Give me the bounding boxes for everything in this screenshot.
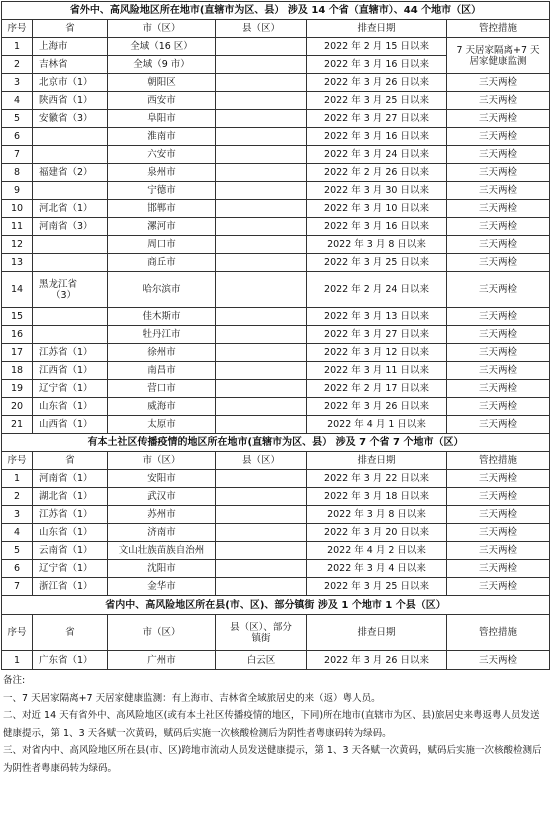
province-label: 广东省（1） [39,654,93,666]
row-number: 11 [2,218,33,236]
province-label: 吉林省 [39,59,68,70]
table-row [2,128,550,146]
county-cell [216,38,307,56]
header-measure [447,20,550,38]
county-cell [216,416,307,434]
date-cell: 2022 年 3 月 10 日以来 [307,200,447,218]
header-measure [447,615,550,651]
date-cell: 2022 年 3 月 8 日以来 [307,506,447,524]
date-cell: 2022 年 2 月 15 日以来 [307,38,447,56]
notes-heading: 备注: [3,675,26,686]
city-cell: 安阳市 [108,470,216,488]
measure-cell: 三天两检 [447,254,550,272]
table-row [2,182,550,200]
header-province [33,615,108,651]
city-cell: 邯郸市 [108,200,216,218]
section-title-row [2,434,550,452]
province-cell [33,344,108,362]
row-number: 19 [2,380,33,398]
city-cell: 全域（9 市） [108,56,216,74]
row-number: 3 [2,74,33,92]
date-cell: 2022 年 3 月 11 日以来 [307,362,447,380]
section-1-title: 省外中、高风险地区所在地市(直辖市为区、县） 涉及 14 个省（直辖市）、44 个地市（区） [2,2,550,20]
province-label: 云南省（1） [39,545,93,556]
isolation-measure-cell [447,38,550,74]
province-label: 江苏省（1） [39,509,93,520]
row-number: 4 [2,524,33,542]
city-cell: 徐州市 [108,344,216,362]
city-cell: 威海市 [108,398,216,416]
header-row [2,20,550,38]
measure-cell: 三天两检 [447,542,550,560]
header-label: 管控措施 [479,455,518,466]
city-cell: 宁德市 [108,182,216,200]
date-cell: 2022 年 3 月 27 日以来 [307,110,447,128]
row-number: 3 [2,506,33,524]
table-row [2,38,550,56]
table-row [2,218,550,236]
measure-cell: 三天两检 [447,110,550,128]
row-number: 5 [2,542,33,560]
row-number: 7 [2,578,33,596]
table-row [2,651,550,670]
province-label: 湖北省（1） [39,491,93,502]
county-cell [216,542,307,560]
measure-cell: 三天两检 [447,326,550,344]
city-cell: 文山壮族苗族自治州 [108,542,216,560]
header-label: 县（区）、部分 [230,621,292,633]
row-number: 6 [2,128,33,146]
table-row [2,92,550,110]
county-cell [216,74,307,92]
date-cell: 2022 年 3 月 16 日以来 [307,128,447,146]
table-row [2,380,550,398]
province-cell [33,398,108,416]
table-row [2,146,550,164]
county-cell [216,326,307,344]
date-cell: 2022 年 3 月 25 日以来 [307,92,447,110]
county-cell [216,146,307,164]
header-label: 序号 [7,455,27,466]
date-cell: 2022 年 3 月 30 日以来 [307,182,447,200]
province-label: 安徽省（3） [39,113,93,124]
province-label: 辽宁省（1） [39,383,93,394]
row-number: 6 [2,560,33,578]
header-label: 管控措施 [479,23,518,34]
measure-cell: 三天两检 [447,380,550,398]
measure-cell: 三天两检 [447,182,550,200]
province-cell [33,38,108,56]
measure-cell: 三天两检 [447,560,550,578]
city-cell: 商丘市 [108,254,216,272]
province-label: 河南省（1） [39,473,93,484]
county-cell [216,272,307,308]
city-cell: 苏州市 [108,506,216,524]
measure-cell: 三天两检 [447,164,550,182]
header-measure [447,452,550,470]
table-row [2,164,550,182]
city-cell: 牡丹江市 [108,326,216,344]
county-cell [216,560,307,578]
header-date [307,452,447,470]
header-province [33,452,108,470]
date-cell: 2022 年 4 月 2 日以来 [307,542,447,560]
measure-cell: 三天两检 [447,92,550,110]
date-cell: 2022 年 2 月 17 日以来 [307,380,447,398]
table-row [2,524,550,542]
county-cell [216,236,307,254]
province-cell [33,326,108,344]
row-number: 1 [2,470,33,488]
province-cell [33,110,108,128]
province-cell [33,308,108,326]
province-label: 辽宁省（1） [39,563,93,574]
county-cell [216,110,307,128]
province-cell [33,560,108,578]
county-cell [216,92,307,110]
note-item-3: 三、对省内中、高风险地区所在县(市、区)跨地市流动人员发送健康提示，第 1、3 天各赋一次黄码，赋码后实施一次核酸检测后为阴性者粤康码转为绿码。 [3,745,542,774]
header-county [216,20,307,38]
province-cell [33,506,108,524]
measure-line: 7 天居家隔离+7 天 [456,44,540,56]
province-cell [33,578,108,596]
date-cell: 2022 年 3 月 25 日以来 [307,578,447,596]
city-cell: 漯河市 [108,218,216,236]
header-county [216,452,307,470]
province-label: 福建省（2） [39,167,93,178]
date-cell: 2022 年 3 月 22 日以来 [307,470,447,488]
table-row [2,560,550,578]
county-cell [216,182,307,200]
document-page [1,1,549,777]
city-cell: 哈尔滨市 [108,272,216,308]
province-cell [33,362,108,380]
city-cell: 武汉市 [108,488,216,506]
province-cell [33,74,108,92]
province-label: 河南省（3） [39,221,93,232]
section-title-row [2,2,550,20]
county-cell [216,524,307,542]
table-row [2,74,550,92]
date-cell: 2022 年 3 月 26 日以来 [307,651,447,670]
county-cell [216,380,307,398]
header-date [307,615,447,651]
province-cell [33,236,108,254]
city-cell: 济南市 [108,524,216,542]
note-item-1: 一、7 天居家隔离+7 天居家健康监测：有上海市、吉林省全域旅居史的来（返）粤人员。 [3,692,381,704]
city-cell: 西安市 [108,92,216,110]
date-cell: 2022 年 4 月 1 日以来 [307,416,447,434]
county-cell [216,488,307,506]
row-number: 7 [2,146,33,164]
measure-cell: 三天两检 [447,272,550,308]
header-province [33,20,108,38]
measure-cell: 三天两检 [447,416,550,434]
header-label: 排查日期 [357,627,396,638]
city-cell: 广州市 [108,651,216,670]
province-cell [33,182,108,200]
table-row [2,488,550,506]
county-cell [216,254,307,272]
header-label: 市（区） [142,627,181,638]
measure-cell: 三天两检 [447,398,550,416]
county-cell: 白云区 [216,651,307,670]
header-city [108,20,216,38]
measure-cell: 三天两检 [447,200,550,218]
header-row [2,615,550,651]
city-cell: 南昌市 [108,362,216,380]
county-cell [216,506,307,524]
measure-line: 居家健康监测 [469,55,527,67]
row-number: 12 [2,236,33,254]
row-number: 15 [2,308,33,326]
date-cell: 2022 年 3 月 16 日以来 [307,56,447,74]
date-cell: 2022 年 3 月 20 日以来 [307,524,447,542]
city-cell: 全域（16 区） [108,38,216,56]
table-row [2,236,550,254]
city-cell: 营口市 [108,380,216,398]
header-row [2,452,550,470]
date-cell: 2022 年 3 月 18 日以来 [307,488,447,506]
header-label: 排查日期 [357,455,396,466]
province-cell [33,542,108,560]
measure-cell: 三天两检 [447,146,550,164]
row-number: 14 [2,272,33,308]
row-number: 16 [2,326,33,344]
county-cell [216,128,307,146]
table-row [2,362,550,380]
county-cell [216,362,307,380]
county-cell [216,164,307,182]
province-count: （3） [51,289,77,301]
date-cell: 2022 年 3 月 13 日以来 [307,308,447,326]
measure-cell: 三天两检 [447,506,550,524]
county-cell [216,56,307,74]
measure-cell: 三天两检 [447,362,550,380]
province-label: 北京市（1） [39,77,93,88]
province-cell [33,272,108,308]
risk-area-table [1,1,550,670]
measure-cell: 三天两检 [447,74,550,92]
header-city [108,452,216,470]
city-cell: 阜阳市 [108,110,216,128]
county-cell [216,578,307,596]
table-row [2,344,550,362]
province-cell [33,524,108,542]
row-number: 5 [2,110,33,128]
county-cell [216,200,307,218]
table-row [2,506,550,524]
province-cell [33,128,108,146]
note-item-2: 二、对近 14 天有省外中、高风险地区(或有本土社区传播疫情的地区，下同)所在地市(直辖市为区、县)旅居史来粤返粤人员发送健康提示，第 1、3 天各赋一次黄码，赋码后实施一次核酸检测后为阴性者粤康码转为绿码。 [3,710,540,739]
province-cell [33,470,108,488]
city-cell: 朝阳区 [108,74,216,92]
header-no [2,615,33,651]
row-number: 10 [2,200,33,218]
row-number: 2 [2,56,33,74]
date-cell: 2022 年 3 月 16 日以来 [307,218,447,236]
table-row [2,254,550,272]
date-cell: 2022 年 3 月 26 日以来 [307,398,447,416]
city-cell: 泉州市 [108,164,216,182]
province-cell [33,200,108,218]
date-cell: 2022 年 3 月 4 日以来 [307,560,447,578]
table-row [2,326,550,344]
city-cell: 沈阳市 [108,560,216,578]
table-row [2,308,550,326]
date-cell: 2022 年 3 月 12 日以来 [307,344,447,362]
header-label: 管控措施 [479,627,518,638]
section-3-title: 省内中、高风险地区所在县(市、区)、部分镇街 涉及 1 个地市 1 个县（区） [2,596,550,615]
measure-cell: 三天两检 [447,470,550,488]
measure-cell: 三天两检 [447,308,550,326]
date-cell: 2022 年 2 月 26 日以来 [307,164,447,182]
header-label: 县（区） [241,455,280,466]
city-cell: 淮南市 [108,128,216,146]
county-cell [216,344,307,362]
header-label: 省 [65,455,75,466]
measure-cell: 三天两检 [447,651,550,670]
header-date [307,20,447,38]
province-cell [33,380,108,398]
table-row [2,416,550,434]
table-row [2,200,550,218]
header-label: 省 [65,23,75,34]
header-label: 序号 [7,627,27,638]
header-no [2,20,33,38]
province-label: 山东省（1） [39,401,93,412]
province-label: 山西省（1） [39,419,93,430]
province-cell [33,146,108,164]
header-label: 县（区） [241,23,280,34]
row-number: 18 [2,362,33,380]
province-cell [33,56,108,74]
row-number: 20 [2,398,33,416]
date-cell: 2022 年 2 月 24 日以来 [307,272,447,308]
date-cell: 2022 年 3 月 26 日以来 [307,74,447,92]
province-cell [33,254,108,272]
city-cell: 金华市 [108,578,216,596]
province-label: 黑龙江省 [39,278,78,290]
header-label: 省 [65,627,75,638]
city-cell: 佳木斯市 [108,308,216,326]
province-cell [33,92,108,110]
header-label: 市（区） [142,23,181,34]
row-number: 1 [2,38,33,56]
county-cell [216,308,307,326]
header-county [216,615,307,651]
date-cell: 2022 年 3 月 24 日以来 [307,146,447,164]
table-row [2,110,550,128]
province-cell [33,416,108,434]
notes-section [1,670,549,777]
county-cell [216,218,307,236]
province-label: 陕西省（1） [39,95,93,106]
date-cell: 2022 年 3 月 8 日以来 [307,236,447,254]
city-cell: 太原市 [108,416,216,434]
table-row [2,578,550,596]
measure-cell: 三天两检 [447,218,550,236]
city-cell: 六安市 [108,146,216,164]
province-label: 河北省（1） [39,203,93,214]
province-cell [33,218,108,236]
province-label: 上海市 [39,41,68,52]
measure-cell: 三天两检 [447,524,550,542]
row-number: 21 [2,416,33,434]
table-row [2,272,550,308]
province-label: 山东省（1） [39,527,93,538]
header-label: 序号 [7,23,27,34]
header-label: 排查日期 [357,23,396,34]
measure-cell: 三天两检 [447,236,550,254]
section-2-title: 有本土社区传播疫情的地区所在地市(直辖市为区、县） 涉及 7 个省 7 个地市（区） [2,434,550,452]
row-number: 4 [2,92,33,110]
table-row [2,542,550,560]
table-row [2,470,550,488]
section-title-row [2,596,550,615]
row-number: 17 [2,344,33,362]
date-cell: 2022 年 3 月 27 日以来 [307,326,447,344]
county-cell [216,398,307,416]
measure-cell: 三天两检 [447,488,550,506]
header-no [2,452,33,470]
province-label: 江西省（1） [39,365,93,376]
header-label: 市（区） [142,455,181,466]
county-cell [216,470,307,488]
row-number: 13 [2,254,33,272]
row-number: 9 [2,182,33,200]
measure-cell: 三天两检 [447,128,550,146]
row-number: 1 [2,651,33,670]
table-row [2,398,550,416]
province-cell [33,488,108,506]
province-cell [33,164,108,182]
header-label: 镇街 [251,632,271,644]
measure-cell: 三天两检 [447,344,550,362]
province-cell [33,651,108,670]
header-city [108,615,216,651]
date-cell: 2022 年 3 月 25 日以来 [307,254,447,272]
province-label: 江苏省（1） [39,347,93,358]
province-label: 浙江省（1） [39,581,93,592]
city-cell: 周口市 [108,236,216,254]
row-number: 2 [2,488,33,506]
row-number: 8 [2,164,33,182]
measure-cell: 三天两检 [447,578,550,596]
